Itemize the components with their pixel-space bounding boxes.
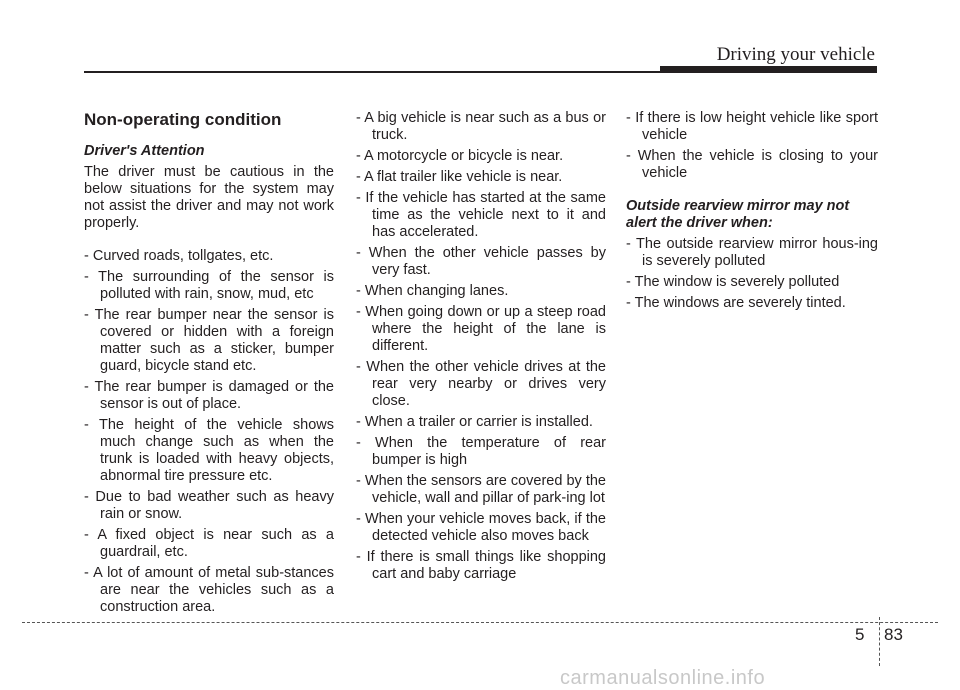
list-item: - The windows are severely tinted.	[626, 295, 846, 311]
header-rule-thin	[84, 71, 660, 73]
list-item: - When the sensors are covered by the vehicle, wall and pillar of park-ing lot	[356, 473, 606, 506]
list-item: - The window is severely polluted	[626, 274, 840, 290]
list-item: - The surrounding of the sensor is polluted with rain, snow, mud, etc	[84, 269, 334, 302]
column-1	[84, 110, 334, 620]
list-item: - If there is small things like shopping cart and baby carriage	[356, 549, 606, 582]
list-item: - When your vehicle moves back, if the detected vehicle also moves back	[356, 511, 606, 544]
list-item: - When the other vehicle passes by very fast.	[356, 245, 606, 278]
header-rule-thick	[660, 66, 877, 73]
header-title: Driving your vehicle	[716, 44, 875, 65]
list-item: - If the vehicle has started at the same time as the vehicle next to it and has accelerated.	[356, 190, 606, 240]
condition-list-2	[356, 110, 606, 583]
page-number: 83	[884, 625, 903, 644]
list-item: - A fixed object is near such as a guardrail, etc.	[84, 527, 334, 560]
list-item: - A flat trailer like vehicle is near.	[356, 169, 563, 185]
list-item: - The rear bumper is damaged or the sensor is out of place.	[84, 379, 334, 412]
section-heading: Non-operating condition	[84, 110, 282, 129]
list-item: - When going down or up a steep road where the height of the lane is different.	[356, 304, 606, 354]
list-item: - Due to bad weather such as heavy rain or snow.	[84, 489, 334, 522]
column-3	[626, 110, 878, 316]
column-2	[356, 110, 606, 587]
list-item: - If there is low height vehicle like sport vehicle	[626, 110, 878, 143]
condition-list-1	[84, 248, 334, 616]
intro-paragraph: The driver must be cautious in the below situations for the system may not assist the driver and may not work properly.	[84, 164, 334, 231]
chapter-number: 5	[855, 625, 865, 644]
list-item: - When a trailer or carrier is installed.	[356, 414, 593, 430]
list-item: - When changing lanes.	[356, 283, 509, 299]
mirror-condition-list	[626, 236, 878, 312]
subheading-drivers-attention: Driver's Attention	[84, 143, 205, 159]
list-item: - A motorcycle or bicycle is near.	[356, 148, 564, 164]
list-item: - The outside rearview mirror hous-ing is severely polluted	[626, 236, 878, 269]
list-item: - When the temperature of rear bumper is high	[356, 435, 606, 468]
footer-rule	[22, 622, 938, 623]
list-item: - A big vehicle is near such as a bus or truck.	[356, 110, 606, 143]
condition-list-3	[626, 110, 878, 182]
watermark: carmanualsonline.info	[560, 667, 766, 689]
list-item: - Curved roads, tollgates, etc.	[84, 248, 274, 264]
list-item: - A lot of amount of metal sub-stances are near the vehicles such as a construction area.	[84, 565, 334, 615]
subheading-mirror-alert: Outside rearview mirror may not alert the driver when:	[626, 198, 850, 231]
footer-separator	[879, 617, 880, 666]
list-item: - The height of the vehicle shows much change such as when the trunk is loaded with heavy objects, abnormal tire pressure etc.	[84, 417, 334, 484]
list-item: - When the other vehicle drives at the rear very nearby or drives very close.	[356, 359, 606, 409]
list-item: - When the vehicle is closing to your vehicle	[626, 148, 878, 181]
list-item: - The rear bumper near the sensor is covered or hidden with a foreign matter such as a sticker, bumper guard, bicycle stand etc.	[84, 307, 334, 374]
